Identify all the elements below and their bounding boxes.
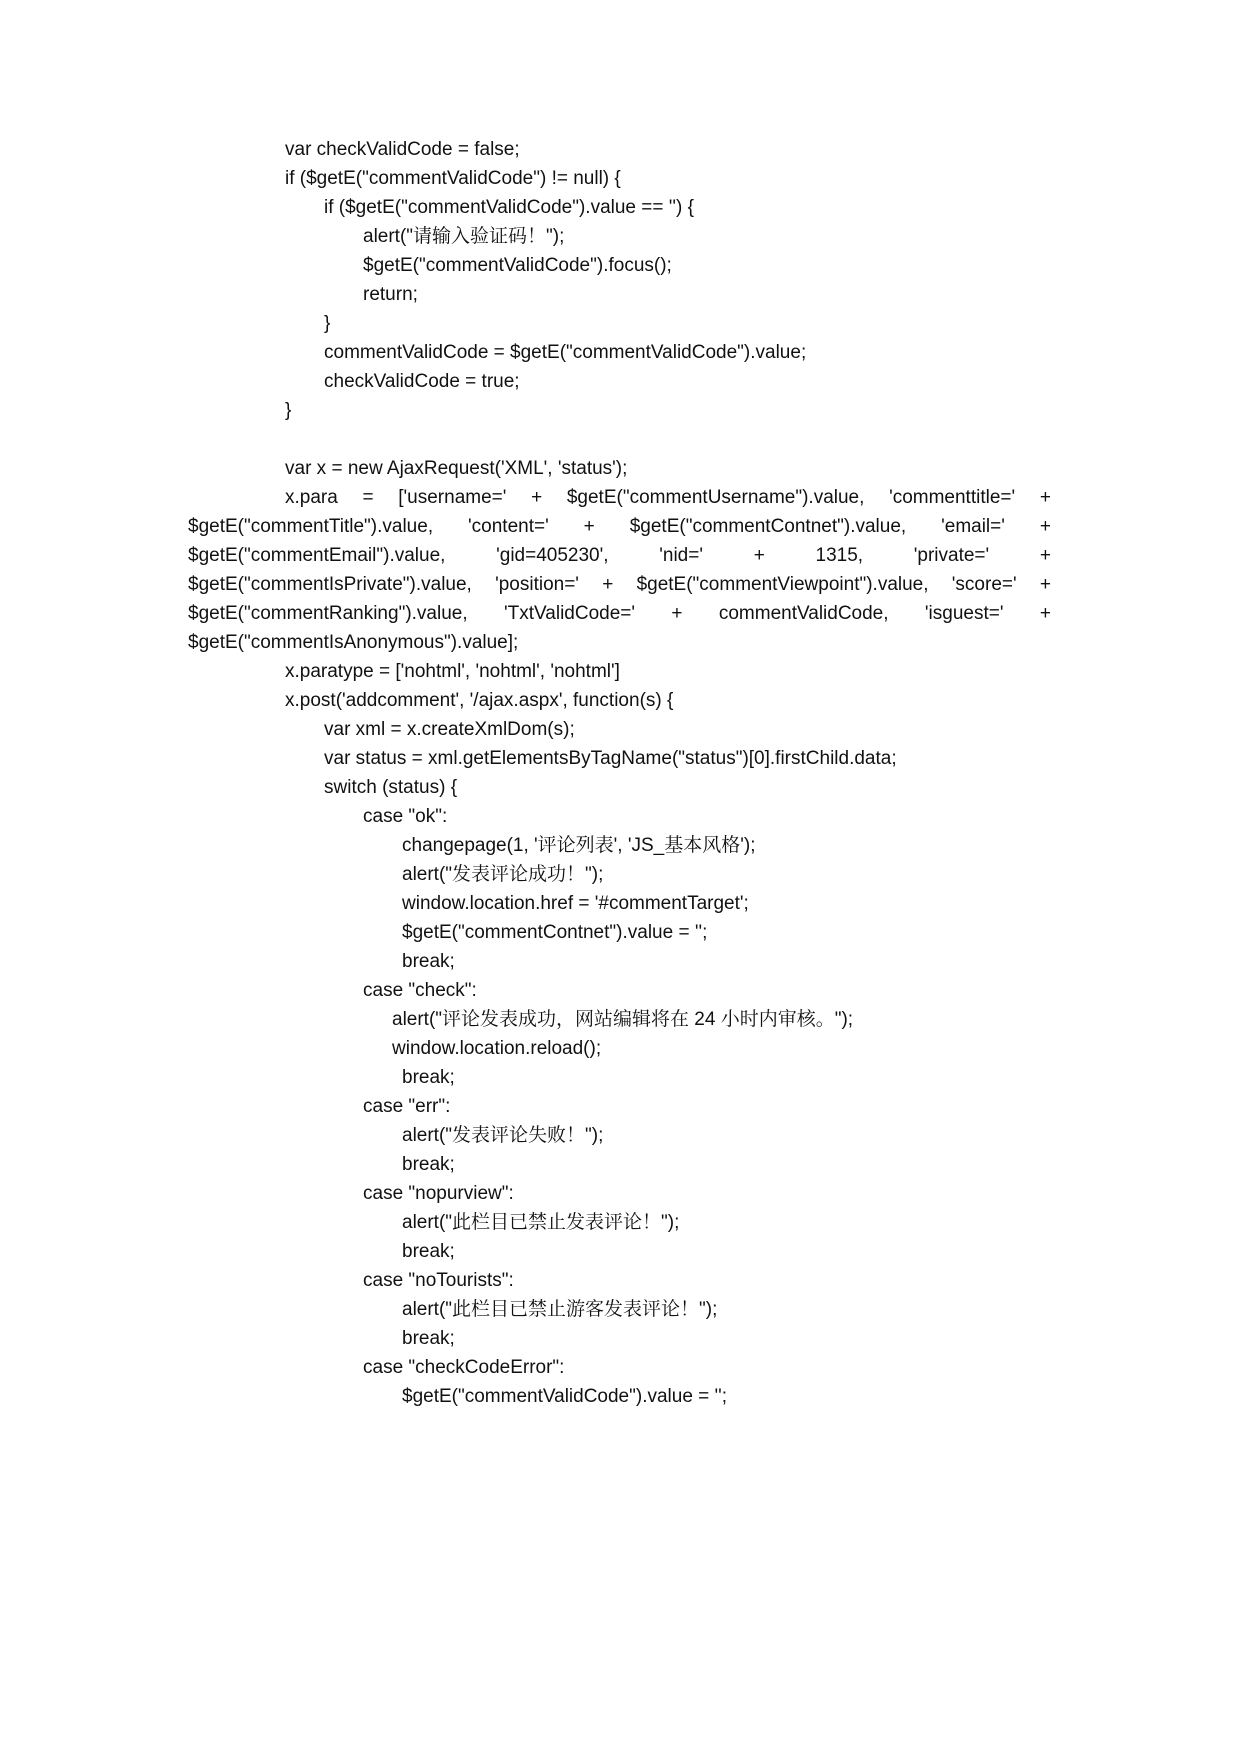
para-line (188, 602, 1051, 626)
para-line (285, 486, 1051, 510)
para-token: 'content=' (468, 516, 549, 537)
code-line: $getE("commentValidCode").focus(); (363, 255, 672, 276)
code-line: case "noTourists": (363, 1270, 514, 1291)
para-token: $getE("commentContnet").value, (629, 516, 907, 537)
code-line: break; (402, 1328, 455, 1349)
code-line: window.location.href = '#commentTarget'; (402, 893, 749, 914)
code-line: window.location.reload(); (392, 1038, 602, 1059)
para-token: + (671, 603, 683, 624)
para-token: $getE("commentEmail").value, (188, 545, 446, 566)
code-line: case "checkCodeError": (363, 1357, 565, 1378)
code-line: } (324, 313, 331, 334)
code-line: return; (363, 284, 418, 305)
code-line: var status = xml.getElementsByTagName("status")[0].firstChild.data; (324, 748, 897, 769)
code-line: x.post('addcomment', '/ajax.aspx', function(s) { (285, 690, 674, 711)
para-line (188, 544, 1051, 568)
para-token: + (1039, 487, 1051, 508)
code-line: alert("此栏目已禁止发表评论！"); (402, 1212, 680, 1233)
para-token: 'commenttitle=' (889, 487, 1016, 508)
code-line: case "check": (363, 980, 477, 1001)
code-line: alert("发表评论成功！"); (402, 864, 604, 885)
para-token: + (602, 574, 614, 595)
code-line: if ($getE("commentValidCode").value == '') { (324, 197, 694, 218)
para-token: 'gid=405230', (496, 545, 609, 566)
code-line: break; (402, 1241, 455, 1262)
code-line: switch (status) { (324, 777, 458, 798)
code-line: commentValidCode = $getE("commentValidCode").value; (324, 342, 807, 363)
code-line: break; (402, 951, 455, 972)
para-token: $getE("commentIsPrivate").value, (188, 574, 472, 595)
para-token: + (583, 516, 595, 537)
para-token: ['username=' (398, 487, 507, 508)
code-line: if ($getE("commentValidCode") != null) { (285, 168, 621, 189)
code-line: case "nopurview": (363, 1183, 514, 1204)
code-line: var x = new AjaxRequest('XML', 'status'); (285, 458, 628, 479)
code-line: alert("发表评论失败！"); (402, 1125, 604, 1146)
para-token: 'position=' (495, 574, 579, 595)
code-line: alert("此栏目已禁止游客发表评论！"); (402, 1299, 718, 1320)
para-token: $getE("commentUsername").value, (566, 487, 865, 508)
para-token: = (362, 487, 374, 508)
para-token: 'private=' (913, 545, 990, 566)
para-token: + (531, 487, 543, 508)
para-line (188, 573, 1051, 597)
code-line: case "ok": (363, 806, 448, 827)
para-token: 1315, (815, 545, 864, 566)
code-line: $getE("commentContnet").value = ''; (402, 922, 708, 943)
para-token: x.para (285, 487, 338, 508)
para-token: 'isguest=' (924, 603, 1004, 624)
para-line (188, 515, 1051, 539)
code-line: var xml = x.createXmlDom(s); (324, 719, 575, 740)
code-line: } (285, 400, 292, 421)
code-line: alert("评论发表成功，网站编辑将在 24 小时内审核。"); (392, 1009, 854, 1030)
code-line: checkValidCode = true; (324, 371, 520, 392)
code-line: alert("请输入验证码！"); (363, 226, 565, 247)
para-token: 'email=' (941, 516, 1005, 537)
code-line: changepage(1, '评论列表', 'JS_基本风格'); (402, 835, 756, 856)
code-line: $getE("commentValidCode").value = ''; (402, 1386, 728, 1407)
code-line: x.paratype = ['nohtml', 'nohtml', 'nohtml'] (285, 661, 620, 682)
para-token: $getE("commentViewpoint").value, (636, 574, 929, 595)
para-token: $getE("commentRanking").value, (188, 603, 468, 624)
para-token: commentValidCode, (718, 603, 889, 624)
para-token: + (1039, 545, 1051, 566)
code-line: var checkValidCode = false; (285, 139, 520, 160)
para-token: $getE("commentTitle").value, (188, 516, 434, 537)
code-line: break; (402, 1154, 455, 1175)
para-token: + (753, 545, 765, 566)
para-token: 'nid=' (659, 545, 703, 566)
para-line: $getE("commentIsAnonymous").value]; (188, 632, 519, 653)
code-line: break; (402, 1067, 455, 1088)
para-token: 'score=' (951, 574, 1017, 595)
para-token: 'TxtValidCode=' (504, 603, 635, 624)
para-token: + (1039, 516, 1051, 537)
para-token: + (1039, 574, 1051, 595)
code-line: case "err": (363, 1096, 451, 1117)
para-token: + (1039, 603, 1051, 624)
